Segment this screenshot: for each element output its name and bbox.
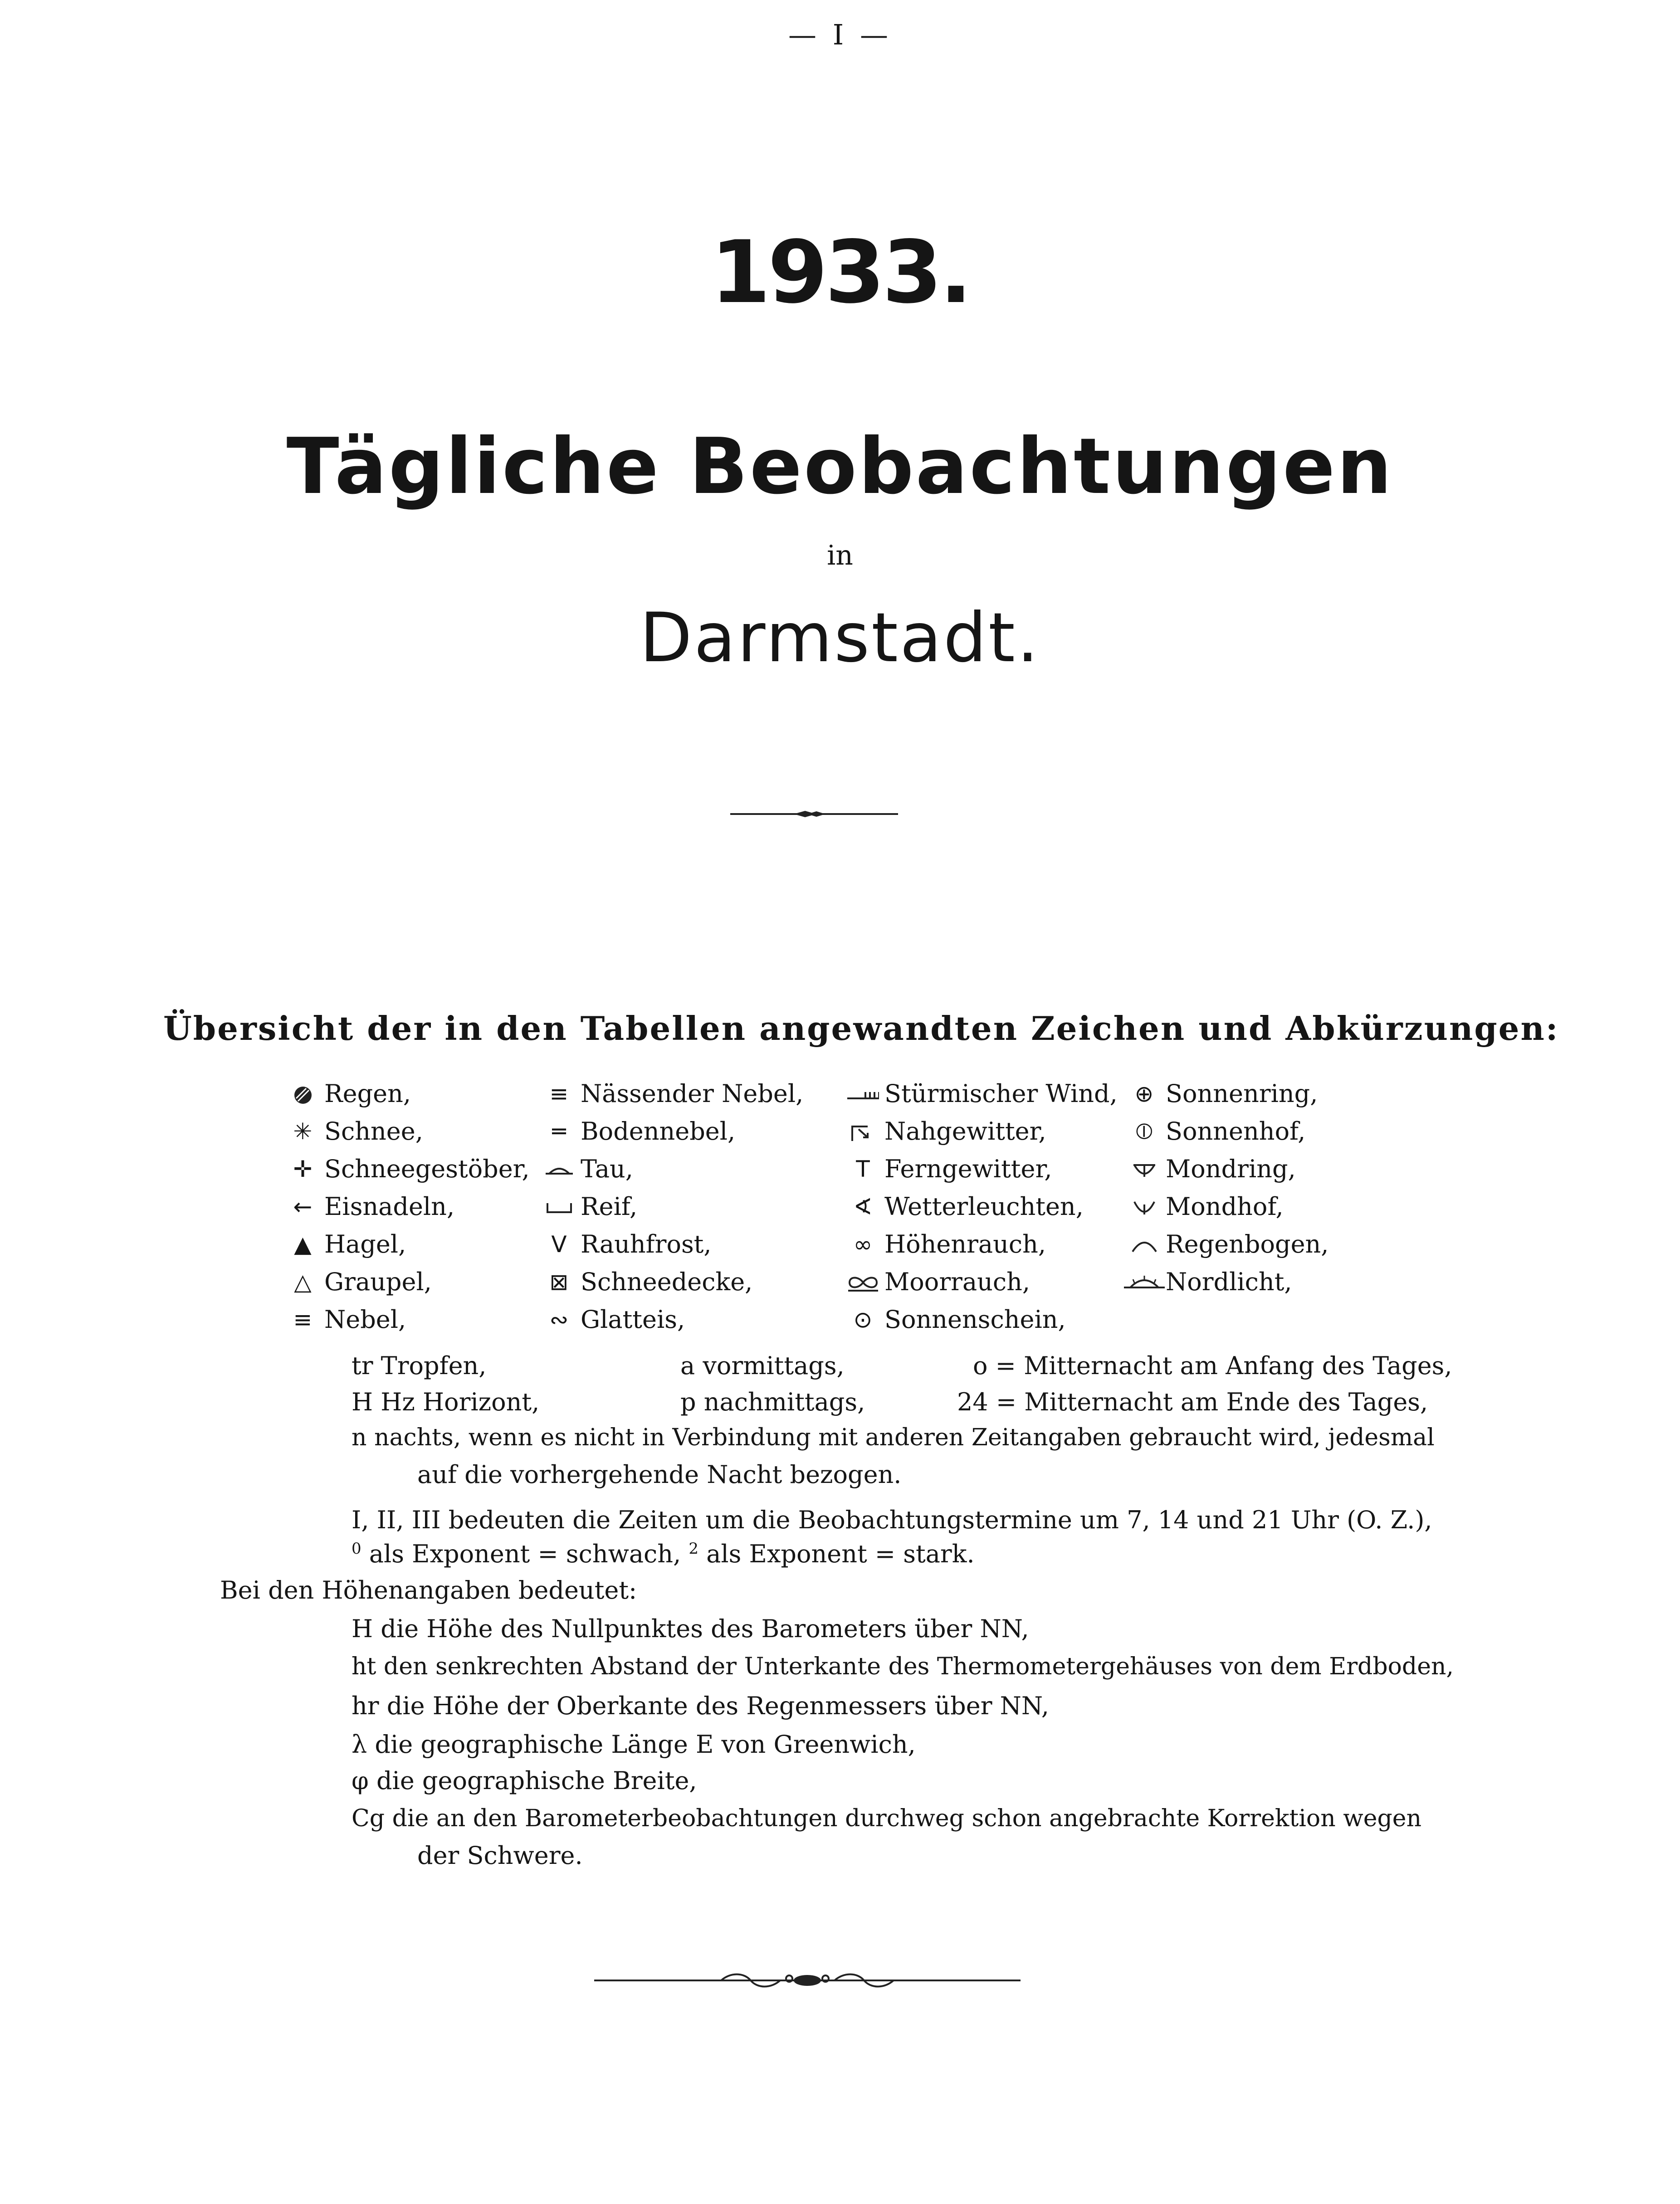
heights-item: λ die geographische Länge E von Greenwich, — [352, 1730, 916, 1759]
wet-fog-icon: ≡ — [549, 1080, 569, 1107]
legend-item: T Ferngewitter, — [841, 1150, 1118, 1188]
symbol-column-2 — [537, 1075, 803, 1338]
legend-item: ∾ Glatteis, — [537, 1301, 803, 1338]
moor-smoke-icon — [841, 1269, 884, 1295]
legend-item: Regen, — [281, 1075, 530, 1112]
heights-item: Cg die an den Barometerbeobachtungen durchweg schon angebrachte Korrektion wegen — [352, 1805, 1422, 1832]
abbr-tr: tr Tropfen, — [352, 1351, 487, 1380]
legend-item: ≡ Nebel, — [281, 1301, 530, 1338]
legend-item: ≡ Nässender Nebel, — [537, 1075, 803, 1112]
legend-item: Stürmischer Wind, — [841, 1075, 1118, 1112]
decorative-rule-top — [730, 809, 898, 819]
page-title: Tägliche Beobachtungen — [286, 422, 1394, 512]
legend-item: ⦶ Sonnenhof, — [1123, 1112, 1328, 1150]
legend-item: ∞ Höhenrauch, — [841, 1225, 1118, 1263]
legend-item: Nordlicht, — [1123, 1263, 1328, 1301]
abbr-exponents: $^0$ als Exponent = schwach, $^2$ als Exponent = stark. — [352, 1540, 975, 1568]
sheet-lightning-icon: ∢ — [853, 1193, 873, 1220]
abbr-p: p nachmittags, — [680, 1388, 865, 1416]
abbr-n-line1: n nachts, wenn es nicht in Verbindung mit anderen Zeitangaben gebraucht wird, jedesmal — [352, 1424, 1435, 1451]
rime-icon: V — [551, 1231, 567, 1258]
legend-item: ✳ Schnee, — [281, 1112, 530, 1150]
legend-item: ← Eisnadeln, — [281, 1188, 530, 1225]
solar-halo-icon: ⦶ — [1136, 1118, 1153, 1144]
legend-item: △ Graupel, — [281, 1263, 530, 1301]
legend-item: Regenbogen, — [1123, 1225, 1328, 1263]
rainbow-icon — [1123, 1231, 1166, 1258]
near-thunderstorm-icon — [841, 1118, 884, 1145]
legend-item: Nahgewitter, — [841, 1112, 1118, 1150]
symbol-column-3 — [841, 1075, 1118, 1338]
glaze-icon: ∾ — [549, 1306, 569, 1333]
heights-intro: Bei den Höhenangaben bedeutet: — [220, 1576, 637, 1604]
heights-continuation: der Schwere. — [417, 1841, 583, 1870]
heights-item: H die Höhe des Nullpunktes des Barometers über NN, — [352, 1614, 1029, 1643]
aurora-icon — [1123, 1269, 1166, 1295]
fog-icon: ≡ — [293, 1306, 313, 1333]
abbr-n-line2: auf die vorhergehende Nacht bezogen. — [417, 1460, 902, 1489]
far-thunderstorm-icon: T — [856, 1156, 870, 1182]
solar-ring-icon: ⊕ — [1134, 1080, 1154, 1107]
ground-fog-icon: ═ — [552, 1118, 566, 1145]
rain-icon — [281, 1081, 324, 1107]
legend-item: ⊠ Schneedecke, — [537, 1263, 803, 1301]
heights-item: φ die geographische Breite, — [352, 1766, 697, 1795]
legend-item: Reif, — [537, 1188, 803, 1225]
heights-item: ht den senkrechten Abstand der Unterkante des Thermometergehäuses von dem Erdboden, — [352, 1653, 1454, 1680]
heights-item: hr die Höhe der Oberkante des Regenmessers über NN, — [352, 1692, 1049, 1720]
legend-item: ⊙ Sonnenschein, — [841, 1301, 1118, 1338]
legend-item: V Rauhfrost, — [537, 1225, 803, 1263]
legend-item: ═ Bodennebel, — [537, 1112, 803, 1150]
symbol-column-4 — [1123, 1075, 1328, 1301]
hail-icon: ▲ — [294, 1231, 312, 1258]
legend-item: Mondhof, — [1123, 1188, 1328, 1225]
abbr-h: H Hz Horizont, — [352, 1388, 540, 1416]
sunshine-icon: ⊙ — [853, 1306, 873, 1333]
decorative-rule-bottom — [594, 1970, 1021, 1989]
legend-item: ✛ Schneegestöber, — [281, 1150, 530, 1188]
legend-item: ▲ Hagel, — [281, 1225, 530, 1263]
lunar-ring-icon — [1123, 1156, 1166, 1182]
haze-icon: ∞ — [853, 1231, 873, 1258]
snow-icon: ✳ — [293, 1118, 313, 1145]
legend-item: Mondring, — [1123, 1150, 1328, 1188]
symbol-column-1 — [281, 1075, 530, 1338]
abbr-a: a vormittags, — [680, 1351, 845, 1380]
legend-item: ∢ Wetterleuchten, — [841, 1188, 1118, 1225]
page-number: — I — — [788, 18, 892, 51]
snow-cover-icon: ⊠ — [549, 1268, 569, 1295]
storm-wind-icon — [841, 1081, 884, 1107]
in-word: in — [827, 540, 853, 571]
graupel-icon: △ — [294, 1268, 312, 1295]
legend-heading: Übersicht der in den Tabellen angewandten Zeichen und Abkürzungen: — [163, 1009, 1559, 1048]
abbr-times: I, II, III bedeuten die Zeiten um die Beobachtungstermine um 7, 14 und 21 Uhr (O. Z.), — [352, 1506, 1432, 1534]
lunar-halo-icon — [1123, 1194, 1166, 1220]
abbr-24: 24 = Mitternacht am Ende des Tages, — [957, 1388, 1428, 1416]
legend-item: Moorrauch, — [841, 1263, 1118, 1301]
city-name: Darmstadt. — [640, 599, 1040, 678]
abbr-o: o = Mitternacht am Anfang des Tages, — [973, 1351, 1452, 1380]
year-title: 1933. — [710, 222, 970, 322]
legend-item: ⊕ Sonnenring, — [1123, 1075, 1328, 1112]
legend-item: Tau, — [537, 1150, 803, 1188]
dew-icon — [537, 1156, 581, 1182]
ice-needles-icon: ← — [293, 1193, 313, 1220]
snowstorm-icon: ✛ — [293, 1156, 313, 1182]
frost-icon — [537, 1194, 581, 1220]
